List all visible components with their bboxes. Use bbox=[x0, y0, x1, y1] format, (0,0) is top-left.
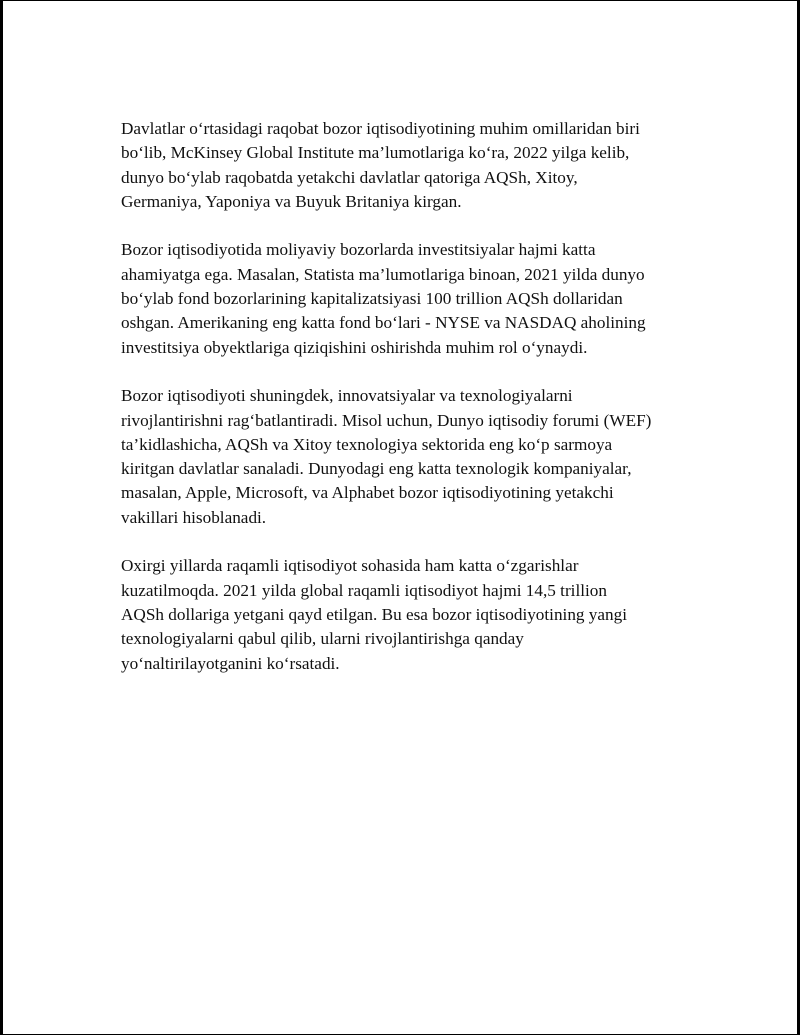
paragraph-line: Bozor iqtisodiyoti shuningdek, innovatsiyalar va texnologiyalarni bbox=[121, 386, 573, 406]
paragraph-line: investitsiya obyektlariga qiziqishini oshirishda muhim rol o‘ynaydi. bbox=[121, 337, 588, 357]
paragraph-line: oshgan. Amerikaning eng katta fond bo‘lari - NYSE va NASDAQ aholining bbox=[121, 313, 646, 333]
paragraph-line: ta’kidlashicha, AQSh va Xitoy texnologiya sektorida eng ko‘p sarmoya bbox=[121, 434, 613, 454]
paragraph-line: Germaniya, Yaponiya va Buyuk Britaniya kirgan. bbox=[121, 191, 462, 211]
paragraph-line: Davlatlar o‘rtasidagi raqobat bozor iqtisodiyotining muhim omillaridan biri bbox=[121, 119, 640, 138]
paragraph-line: masalan, Apple, Microsoft, va Alphabet bozor iqtisodiyotining yetakchi bbox=[121, 483, 614, 503]
paragraph-line: bo‘ylab fond bozorlarining kapitalizatsiyasi 100 trillion AQSh dollaridan bbox=[121, 289, 623, 309]
paragraph-line: AQSh dollariga yetgani qayd etilgan. Bu esa bozor iqtisodiyotining yangi bbox=[121, 604, 627, 624]
paragraph-line: rivojlantirishni rag‘batlantiradi. Misol uchun, Dunyo iqtisodiy forumi (WEF) bbox=[121, 410, 652, 430]
paragraph-line: yo‘naltirilayotganini ko‘rsatadi. bbox=[121, 653, 340, 673]
paragraph-line: texnologiyalarni qabul qilib, ularni rivojlantirishga qanday bbox=[121, 629, 524, 649]
document-body bbox=[121, 117, 711, 700]
paragraph-line: dunyo bo‘ylab raqobatda yetakchi davlatlar qatoriga AQSh, Xitoy, bbox=[121, 167, 578, 187]
paragraph-4 bbox=[121, 554, 711, 675]
paragraph-line: vakillari hisoblanadi. bbox=[121, 507, 267, 527]
paragraph-line: kiritgan davlatlar sanaladi. Dunyodagi eng katta texnologik kompaniyalar, bbox=[121, 459, 632, 479]
paragraph-line: ahamiyatga ega. Masalan, Statista ma’lumotlariga binoan, 2021 yilda dunyo bbox=[121, 264, 645, 284]
paragraph-3 bbox=[121, 384, 711, 530]
paragraph-line: bo‘lib, McKinsey Global Institute ma’lumotlariga ko‘ra, 2022 yilga kelib, bbox=[121, 143, 630, 163]
paragraph-line: Oxirgi yillarda raqamli iqtisodiyot sohasida ham katta o‘zgarishlar bbox=[121, 556, 579, 576]
paragraph-1 bbox=[121, 117, 711, 214]
paragraph-2 bbox=[121, 238, 711, 359]
paragraph-line: Bozor iqtisodiyotida moliyaviy bozorlarda investitsiyalar hajmi katta bbox=[121, 240, 596, 260]
paragraph-line: kuzatilmoqda. 2021 yilda global raqamli iqtisodiyot hajmi 14,5 trillion bbox=[121, 580, 607, 600]
